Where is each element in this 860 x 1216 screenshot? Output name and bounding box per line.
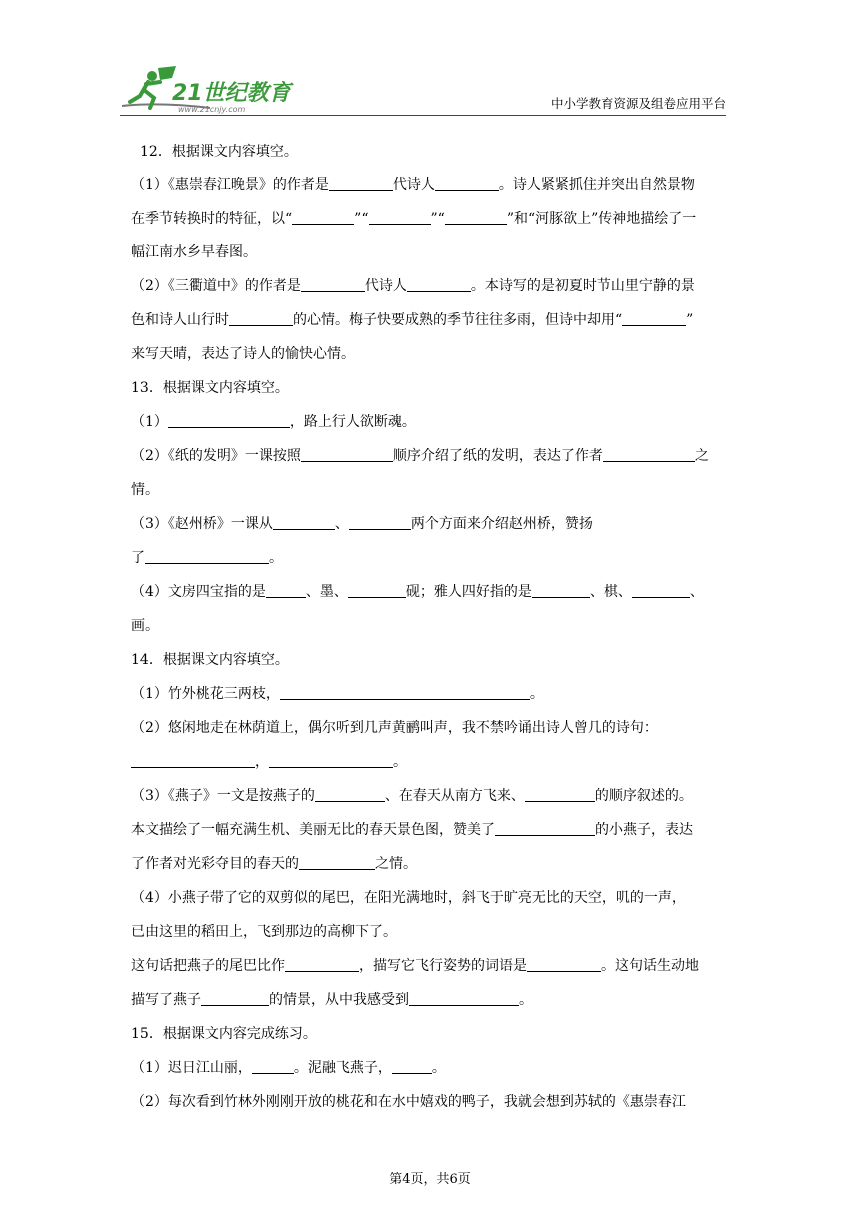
answer-blank xyxy=(292,210,354,225)
answer-blank xyxy=(407,277,471,292)
answer-blank xyxy=(329,176,393,191)
answer-blank xyxy=(532,583,590,598)
answer-blank xyxy=(252,1059,294,1074)
q14-line-10: 描写了燕子 的情景，从中我感受到 。 xyxy=(131,992,533,1008)
answer-blank xyxy=(315,787,385,802)
answer-blank xyxy=(409,991,519,1006)
q15-line-2: （2）每次看到竹林外刚刚开放的桃花和在水中嬉戏的鸭子，我就会想到苏轼的《惠崇春江 xyxy=(131,1094,686,1110)
q12-line-2: 在季节转换时的特征，以“ ”“ ”“ ”和“河豚欲上”传神地描绘了一 xyxy=(131,211,697,227)
platform-name: 中小学教育资源及组卷应用平台 xyxy=(550,96,726,111)
answer-blank xyxy=(435,176,499,191)
answer-blank xyxy=(285,957,359,972)
q14-line-7: （4）小燕子带了它的双剪似的尾巴，在阳光满地时，斜飞于旷亮无比的天空，叽的一声， xyxy=(131,890,686,906)
question-12-title: 12．根据课文内容填空。 xyxy=(140,144,298,160)
answer-blank xyxy=(269,753,393,768)
answer-blank xyxy=(168,413,290,428)
q12-line-3: 幅江南水乡早春图。 xyxy=(131,244,257,260)
page-number: 第4页，共6页 xyxy=(389,1172,471,1187)
answer-blank xyxy=(445,210,507,225)
question-14-title: 14．根据课文内容填空。 xyxy=(131,652,289,668)
answer-blank xyxy=(299,855,375,870)
question-13-title: 13．根据课文内容填空。 xyxy=(131,380,289,396)
q13-line-7: 画。 xyxy=(131,618,159,634)
q12-line-5: 色和诗人山行时 的心情。梅子快要成熟的季节往往多雨，但诗中却用“ ” xyxy=(131,312,694,328)
answer-blank xyxy=(622,311,686,326)
q12-line-4: （2）《三衢道中》的作者是 代诗人 。本诗写的是初夏时节山里宁静的景 xyxy=(131,278,695,294)
answer-blank xyxy=(527,957,601,972)
page-header xyxy=(120,62,726,116)
answer-blank xyxy=(369,210,431,225)
q14-line-9: 这句话把燕子的尾巴比作 ，描写它飞行姿势的词语是 。这句话生动地 xyxy=(131,958,699,974)
q14-line-8: 已由这里的稻田上，飞到那边的高柳下了。 xyxy=(131,924,397,940)
answer-blank xyxy=(201,991,269,1006)
q13-line-4: （3）《赵州桥》一课从 、 两个方面来介绍赵州桥，赞扬 xyxy=(131,516,593,532)
q14-line-5: 本文描绘了一幅充满生机、美丽无比的春天景色图，赞美了 的小燕子，表达 xyxy=(131,822,693,838)
site-logo xyxy=(120,62,295,116)
q14-line-3: ， 。 xyxy=(131,752,731,772)
answer-blank xyxy=(266,583,306,598)
answer-blank xyxy=(229,311,293,326)
logo-url: www.21cnjy.com xyxy=(178,105,246,114)
logo-text: 21世纪教育 xyxy=(172,81,291,106)
q13-line-1: （1） ，路上行人欲断魂。 xyxy=(131,414,416,430)
q14-line-4: （3）《燕子》一文是按燕子的 、在春天从南方飞来、 的顺序叙述的。 xyxy=(131,788,693,804)
q13-line-5: 了 。 xyxy=(131,550,283,566)
answer-blank xyxy=(392,1059,432,1074)
answer-blank xyxy=(131,753,255,768)
answer-blank xyxy=(632,583,690,598)
q14-line-2: （2）悠闲地走在林荫道上，偶尔听到几声黄鹂叫声，我不禁吟诵出诗人曾几的诗句： xyxy=(131,720,658,736)
answer-blank xyxy=(525,787,595,802)
answer-blank xyxy=(495,821,595,836)
q12-line-6: 来写天晴，表达了诗人的愉快心情。 xyxy=(131,346,355,362)
q14-line-6: 了作者对光彩夺目的春天的 之情。 xyxy=(131,856,417,872)
q13-line-2: （2）《纸的发明》一课按照 顺序介绍了纸的发明，表达了作者 之 xyxy=(131,448,709,464)
header-divider xyxy=(120,115,726,116)
answer-blank xyxy=(273,515,335,530)
answer-blank xyxy=(301,447,393,462)
answer-blank xyxy=(603,447,695,462)
q13-line-3: 情。 xyxy=(131,482,159,498)
answer-blank xyxy=(349,515,411,530)
answer-blank xyxy=(145,549,269,564)
answer-blank xyxy=(301,277,365,292)
question-15-title: 15．根据课文内容完成练习。 xyxy=(131,1026,317,1042)
q15-line-1: （1）迟日江山丽， 。泥融飞燕子， 。 xyxy=(131,1060,446,1076)
answer-blank xyxy=(280,685,530,700)
q14-line-1: （1）竹外桃花三两枝， 。 xyxy=(131,686,544,702)
answer-blank xyxy=(348,583,406,598)
q12-line-1: （1）《惠崇春江晚景》的作者是 代诗人 。诗人紧紧抓住并突出自然景物 xyxy=(131,177,695,193)
q13-line-6: （4）文房四宝指的是 、墨、 砚；雅人四好指的是 、棋、 、 xyxy=(131,584,704,600)
